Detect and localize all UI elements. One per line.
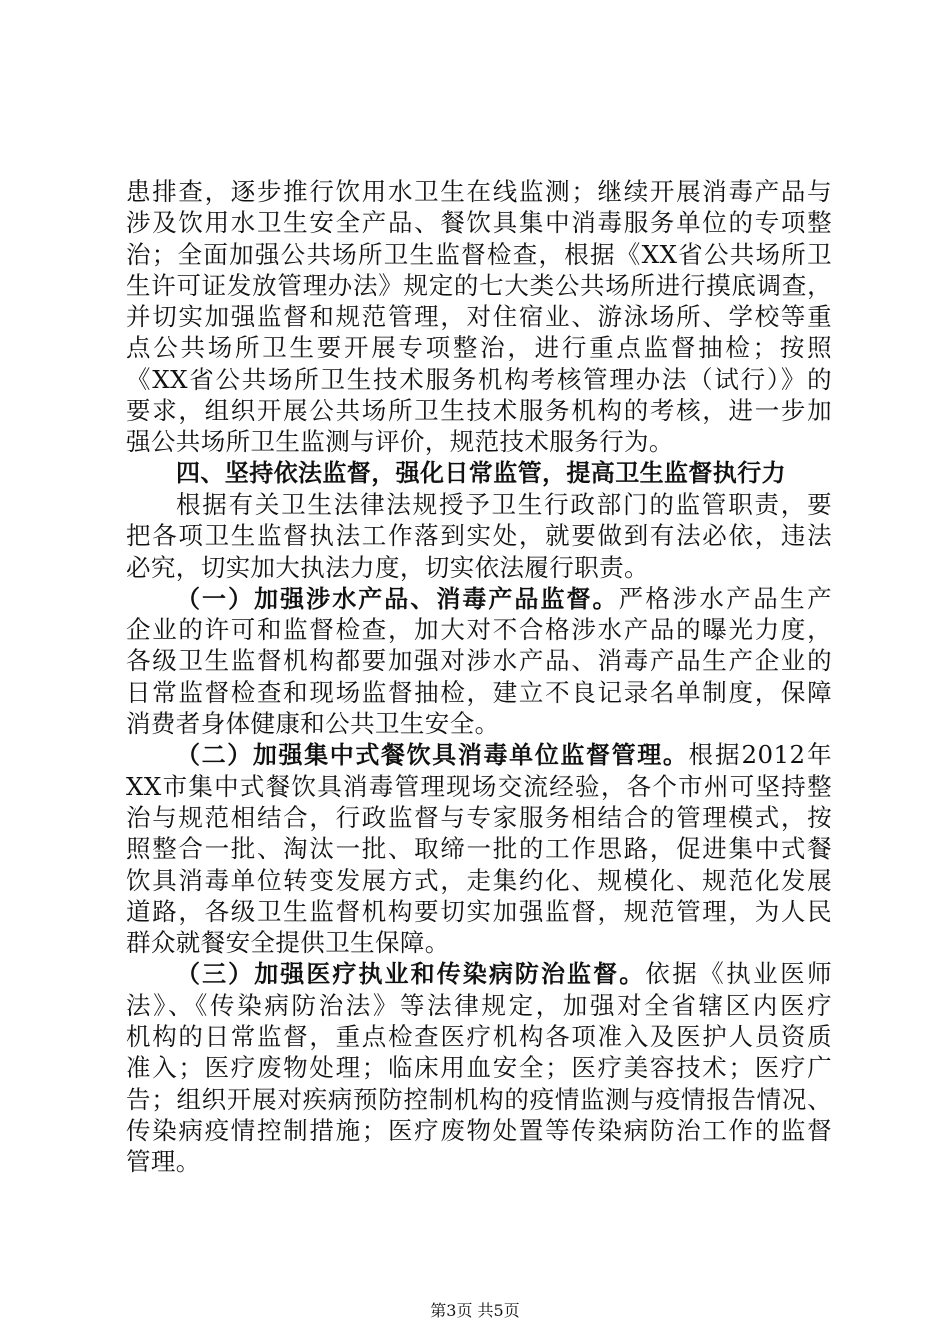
body-line: 机构的日常监督，重点检查医疗机构各项准入及医护人员资质 — [126, 1022, 832, 1052]
body-line: 管理。 — [126, 1147, 201, 1177]
item-lead: （三）加强医疗执业和传染病防治监督。 — [176, 960, 646, 989]
body-line: 告；组织开展对疾病预防控制机构的疫情监测与疫情报告情况、 — [126, 1084, 832, 1114]
body-line: 根据有关卫生法律法规授予卫生行政部门的监管职责，要 — [176, 489, 832, 519]
item-lead: （一）加强涉水产品、消毒产品监督。 — [176, 584, 619, 613]
body-line: 饮具消毒单位转变发展方式，走集约化、规模化、规范化发展 — [126, 865, 832, 895]
body-line: 传染病疫情控制措施；医疗废物处置等传染病防治工作的监督 — [126, 1115, 832, 1145]
body-line: 企业的许可和监督检查，加大对不合格涉水产品的曝光力度， — [126, 615, 832, 645]
body-line: 消费者身体健康和公共卫生安全。 — [126, 709, 500, 739]
body-line: 准入；医疗废物处理；临床用血安全；医疗美容技术；医疗广 — [126, 1053, 832, 1083]
body-line: 各级卫生监督机构都要加强对涉水产品、消毒产品生产企业的 — [126, 646, 832, 676]
body-line: 必究，切实加大执法力度，切实依法履行职责。 — [126, 552, 649, 582]
body-line: 要求，组织开展公共场所卫生技术服务机构的考核，进一步加 — [126, 396, 832, 426]
item-first-line — [126, 739, 832, 770]
item-text: 严格涉水产品生产 — [618, 583, 833, 613]
body-line: 把各项卫生监督执法工作落到实处，就要做到有法必依，违法 — [126, 521, 832, 551]
item-text: 依据《执业医师 — [645, 959, 832, 989]
body-line: 日常监督检查和现场监督抽检，建立不良记录名单制度，保障 — [126, 677, 832, 707]
body-line: 群众就餐安全提供卫生保障。 — [126, 928, 450, 958]
body-line: 生许可证发放管理办法》规定的七大类公共场所进行摸底调查， — [126, 270, 832, 300]
body-line: 并切实加强监督和规范管理，对住宿业、游泳场所、学校等重 — [126, 302, 832, 332]
item-first-line — [126, 958, 832, 989]
body-line: 法》、《传染病防治法》等法律规定，加强对全省辖区内医疗 — [126, 990, 832, 1020]
body-line: 《XX省公共场所卫生技术服务机构考核管理办法（试行）》的 — [126, 364, 832, 394]
item-lead: （二）加强集中式餐饮具消毒单位监督管理。 — [176, 741, 689, 770]
document-body — [126, 176, 832, 1178]
body-line: 道路，各级卫生监督机构要切实加强监督，规范管理，为人民 — [126, 896, 832, 926]
section-heading: 四、坚持依法监督，强化日常监管，提高卫生监督执行力 — [176, 458, 786, 487]
body-line: XX市集中式餐饮具消毒管理现场交流经验，各个市州可坚持整 — [126, 771, 832, 801]
body-line: 涉及饮用水卫生安全产品、餐饮具集中消毒服务单位的专项整 — [126, 208, 832, 238]
body-line: 强公共场所卫生监测与评价，规范技术服务行为。 — [126, 427, 674, 457]
body-line: 治与规范相结合，行政监督与专家服务相结合的管理模式，按 — [126, 802, 832, 832]
item-first-line — [126, 583, 832, 614]
body-line: 点公共场所卫生要开展专项整治，进行重点监督抽检；按照 — [126, 333, 832, 363]
body-line: 照整合一批、淘汰一批、取缔一批的工作思路，促进集中式餐 — [126, 834, 832, 864]
item-text: 根据2012年 — [688, 740, 833, 770]
body-line: 患排查，逐步推行饮用水卫生在线监测；继续开展消毒产品与 — [126, 177, 832, 206]
page-footer: 第3页 共5页 — [430, 1301, 520, 1320]
body-line: 治；全面加强公共场所卫生监督检查，根据《XX省公共场所卫 — [126, 239, 832, 269]
